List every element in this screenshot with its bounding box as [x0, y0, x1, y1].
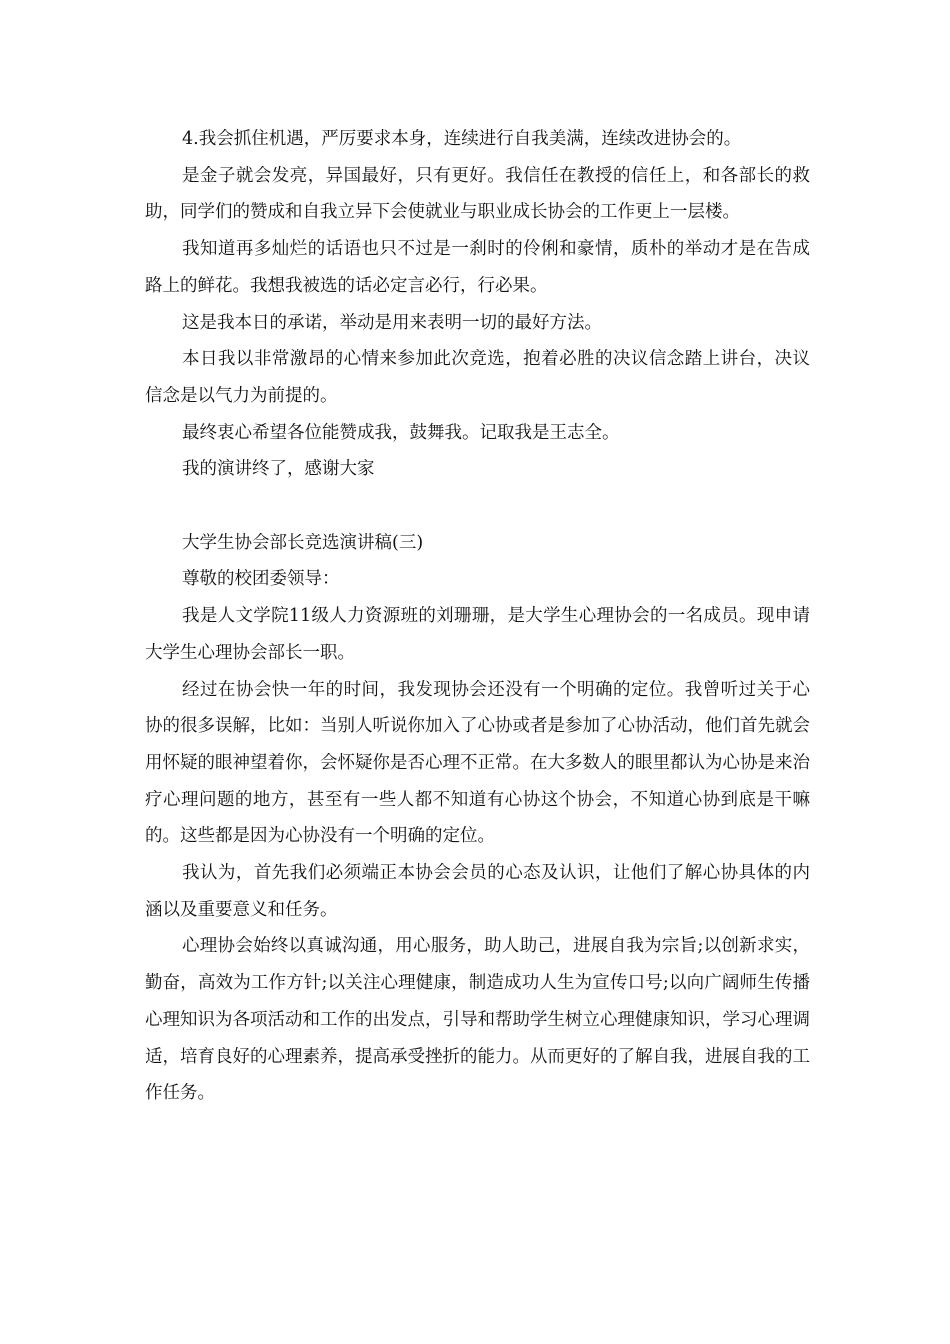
paragraph: 我知道再多灿烂的话语也只不过是一刹时的伶俐和豪情，质朴的举动才是在告成路上的鲜花。我想我被选的话必定言必行，行必果。 [145, 239, 810, 296]
paragraph: 我的演讲终了，感谢大家 [182, 459, 375, 480]
paragraph: 4.我会抓住机遇，严厉要求本身，连续进行自我美满，连续改进协会的。 [182, 129, 742, 149]
section-gap [145, 488, 810, 525]
paragraph: 这是我本日的承诺，举动是用来表明一切的最好方法。 [182, 312, 602, 333]
paragraph: 是金子就会发亮，异国最好，只有更好。我信任在教授的信任上，和各部长的救助，同学们的赞成和自我立异下会使就业与职业成长协会的工作更上一层楼。 [145, 165, 810, 223]
paragraph: 最终衷心希望各位能赞成我，鼓舞我。记取我是王志全。 [182, 422, 620, 443]
salutation: 尊敬的校团委领导： [182, 569, 340, 590]
paragraph: 我是人文学院11级人力资源班的刘珊珊，是大学生心理协会的一名成员。现申请大学生心理协会部长一职。 [145, 606, 810, 663]
paragraph: 经过在协会快一年的时间，我发现协会还没有一个明确的定位。我曾听过关于心协的很多误解，比如：当别人听说你加入了心协或者是参加了心协活动，他们首先就会用怀疑的眼神望着你，会怀疑你是否心理不正常。在大多数人的眼里都认为心协是来治疗心理问题的地方，甚至有一些人都不知道有心协这个协会，不知道心协到底是干嘛的。这些都是因为心协没有一个明确的定位。 [145, 679, 810, 847]
section-title: 大学生协会部长竞选演讲稿(三) [182, 532, 424, 553]
document-page [145, 121, 810, 1112]
paragraph: 本日我以非常激昂的心情来参加此次竞选，抱着必胜的决议信念踏上讲台，决议信念是以气力为前提的。 [145, 349, 810, 406]
paragraph: 我认为，首先我们必须端正本协会会员的心态及认识，让他们了解心协具体的内涵以及重要意义和任务。 [145, 863, 810, 920]
paragraph: 心理协会始终以真诚沟通，用心服务，助人助己，进展自我为宗旨;以创新求实，勤奋，高效为工作方针;以关注心理健康，制造成功人生为宣传口号;以向广阔师生传播心理知识为各项活动和工作的出发点，引导和帮助学生树立心理健康知识，学习心理调适，培育良好的心理素养，提高承受挫折的能力。从而更好的了解自我，进展自我的工作任务。 [145, 936, 810, 1104]
